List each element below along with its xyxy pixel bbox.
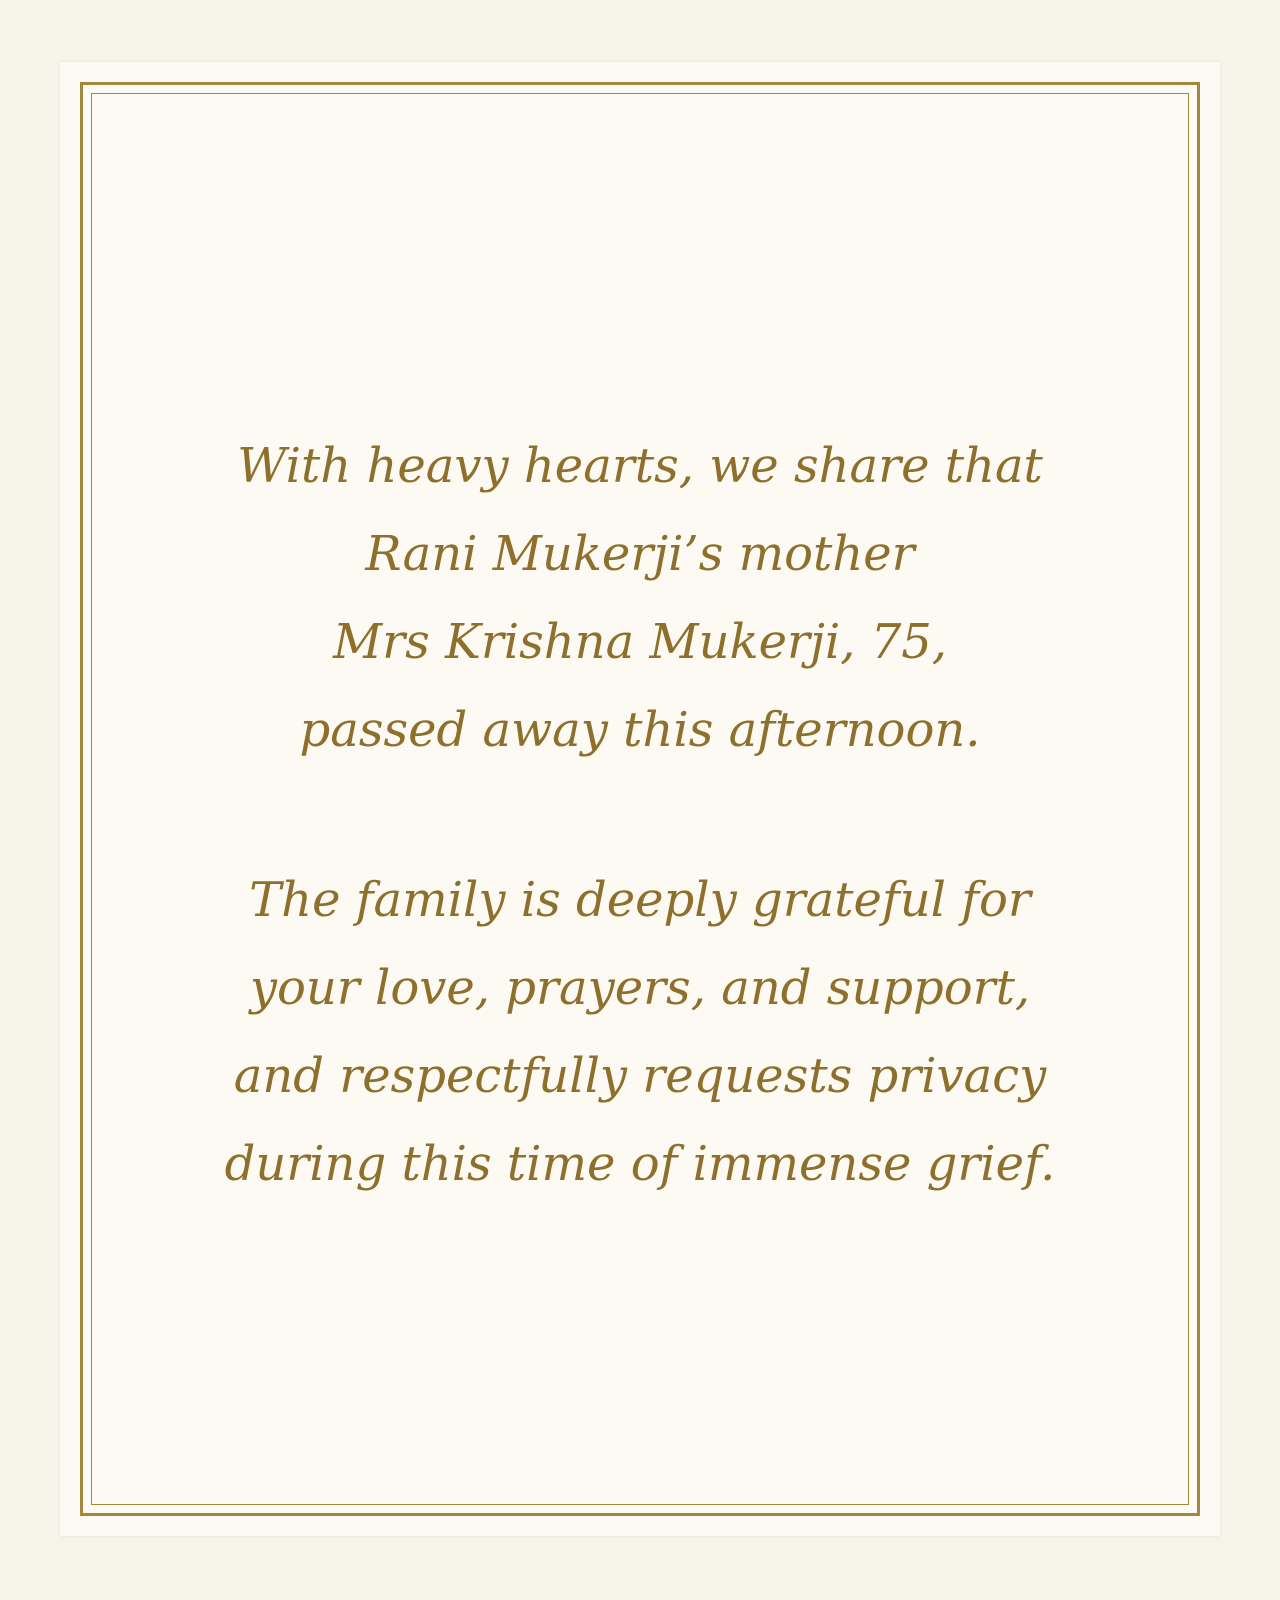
message-line: during this time of immense grief. (224, 1136, 1056, 1192)
message-line: Rani Mukerji’s mother (365, 526, 915, 582)
message-line: passed away this afternoon. (299, 702, 981, 758)
notice-message (60, 422, 1220, 1208)
message-line: Mrs Krishna Mukerji, 75, (332, 614, 948, 670)
condolence-card (60, 62, 1220, 1536)
message-line: The family is deeply grateful for (249, 872, 1031, 928)
message-line: With heavy hearts, we share that (237, 438, 1043, 494)
message-line: your love, prayers, and support, (249, 960, 1031, 1016)
paragraph-spacer (60, 774, 1220, 856)
message-line: and respectfully requests privacy (233, 1048, 1047, 1104)
